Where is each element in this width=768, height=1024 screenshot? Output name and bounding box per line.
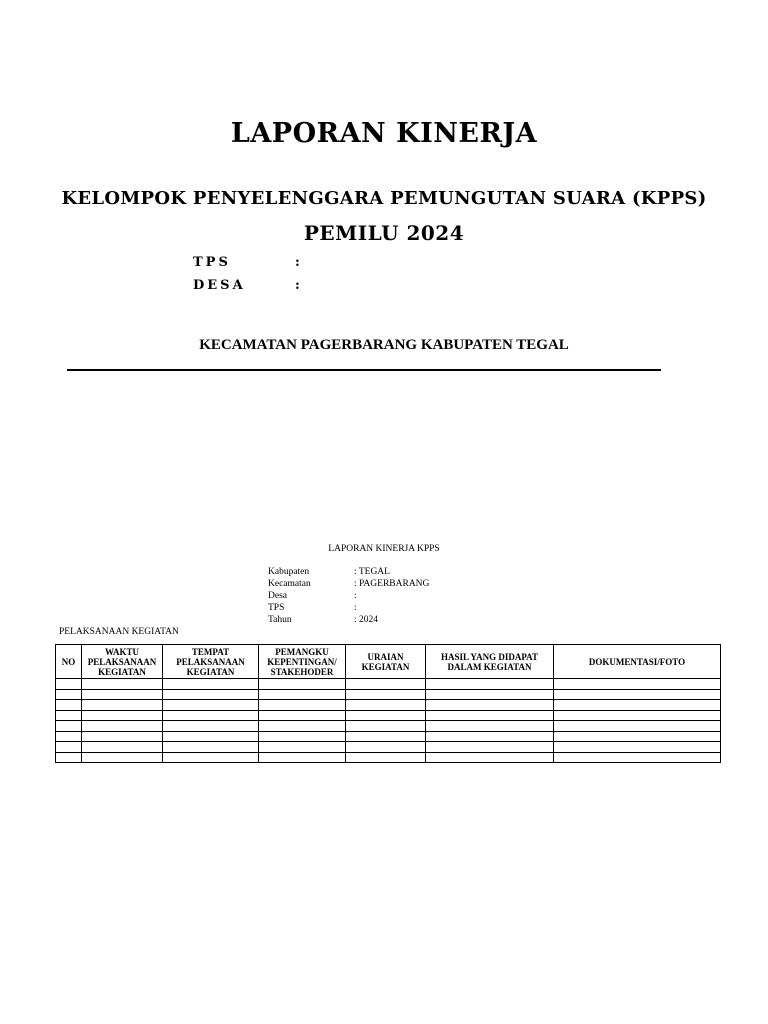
table-cell[interactable] bbox=[554, 731, 721, 742]
table-cell[interactable] bbox=[82, 700, 163, 711]
table-cell[interactable] bbox=[163, 700, 259, 711]
info-label: TPS bbox=[268, 603, 285, 613]
table-cell[interactable] bbox=[82, 731, 163, 742]
info-value: : bbox=[354, 591, 357, 601]
table-cell[interactable] bbox=[346, 679, 426, 690]
table-cell[interactable] bbox=[82, 721, 163, 732]
table-cell[interactable] bbox=[56, 679, 82, 690]
table-cell[interactable] bbox=[82, 689, 163, 700]
tps-colon: : bbox=[295, 255, 300, 270]
info-value: : 2024 bbox=[354, 615, 379, 625]
table-cell[interactable] bbox=[259, 752, 346, 763]
table-cell[interactable] bbox=[426, 742, 554, 753]
table-cell[interactable] bbox=[346, 689, 426, 700]
table-cell[interactable] bbox=[259, 700, 346, 711]
desa-colon: : bbox=[295, 278, 300, 293]
table-row bbox=[56, 689, 721, 700]
table-cell[interactable] bbox=[259, 679, 346, 690]
header-dokumentasi: DOKUMENTASI/FOTO bbox=[554, 645, 721, 679]
table-cell[interactable] bbox=[259, 721, 346, 732]
table-cell[interactable] bbox=[554, 679, 721, 690]
table-body bbox=[56, 679, 721, 763]
table-cell[interactable] bbox=[82, 679, 163, 690]
table-cell[interactable] bbox=[163, 752, 259, 763]
table-cell[interactable] bbox=[259, 742, 346, 753]
table-cell[interactable] bbox=[163, 721, 259, 732]
table-row bbox=[56, 731, 721, 742]
table-cell[interactable] bbox=[82, 710, 163, 721]
kecamatan-heading: KECAMATAN PAGERBARANG KABUPATEN TEGAL bbox=[199, 337, 569, 353]
table-cell[interactable] bbox=[163, 679, 259, 690]
table-row bbox=[56, 710, 721, 721]
table-cell[interactable] bbox=[346, 742, 426, 753]
cover-title: LAPORAN KINERJA bbox=[230, 118, 538, 149]
desa-label: DESA bbox=[193, 278, 246, 293]
table-row bbox=[56, 742, 721, 753]
header-waktu: WAKTU PELAKSANAAN KEGIATAN bbox=[82, 645, 163, 679]
table-cell[interactable] bbox=[346, 731, 426, 742]
table-row bbox=[56, 679, 721, 690]
table-cell[interactable] bbox=[259, 710, 346, 721]
header-hasil: HASIL YANG DIDAPAT DALAM KEGIATAN bbox=[426, 645, 554, 679]
info-value: : PAGERBARANG bbox=[354, 579, 430, 589]
table-cell[interactable] bbox=[56, 689, 82, 700]
table-cell[interactable] bbox=[426, 710, 554, 721]
table-header-row bbox=[56, 645, 721, 679]
cover-subtitle: KELOMPOK PENYELENGGARA PEMUNGUTAN SUARA (KPPS) bbox=[61, 188, 707, 209]
table-cell[interactable] bbox=[426, 689, 554, 700]
table-cell[interactable] bbox=[346, 721, 426, 732]
info-label: Kecamatan bbox=[268, 579, 311, 589]
cover-year: PEMILU 2024 bbox=[303, 221, 465, 245]
table-cell[interactable] bbox=[426, 679, 554, 690]
table-cell[interactable] bbox=[56, 700, 82, 711]
table-cell[interactable] bbox=[56, 742, 82, 753]
table-row bbox=[56, 700, 721, 711]
table-cell[interactable] bbox=[346, 710, 426, 721]
table-cell[interactable] bbox=[56, 710, 82, 721]
header-tempat: TEMPAT PELAKSANAAN KEGIATAN bbox=[163, 645, 259, 679]
info-value: : TEGAL bbox=[354, 567, 390, 577]
table-cell[interactable] bbox=[56, 721, 82, 732]
table-row bbox=[56, 752, 721, 763]
table-cell[interactable] bbox=[259, 731, 346, 742]
table-cell[interactable] bbox=[259, 689, 346, 700]
header-uraian: URAIAN KEGIATAN bbox=[346, 645, 426, 679]
info-label: Desa bbox=[268, 591, 287, 601]
table-cell[interactable] bbox=[346, 752, 426, 763]
info-label: Tahun bbox=[268, 615, 292, 625]
table-cell[interactable] bbox=[554, 752, 721, 763]
table-cell[interactable] bbox=[82, 752, 163, 763]
table-cell[interactable] bbox=[426, 731, 554, 742]
info-label: Kabupaten bbox=[268, 567, 310, 577]
table-cell[interactable] bbox=[163, 689, 259, 700]
kegiatan-table bbox=[55, 644, 721, 763]
info-value: : bbox=[354, 603, 357, 613]
table-row bbox=[56, 721, 721, 732]
report-title: LAPORAN KINERJA KPPS bbox=[328, 544, 440, 554]
table-cell[interactable] bbox=[554, 742, 721, 753]
table-cell[interactable] bbox=[82, 742, 163, 753]
table-cell[interactable] bbox=[426, 721, 554, 732]
table-cell[interactable] bbox=[554, 710, 721, 721]
table-cell[interactable] bbox=[426, 752, 554, 763]
table-cell[interactable] bbox=[346, 700, 426, 711]
header-no: NO bbox=[56, 645, 82, 679]
section-label: PELAKSANAAN KEGIATAN bbox=[59, 627, 179, 637]
table-cell[interactable] bbox=[56, 752, 82, 763]
tps-label: TPS bbox=[193, 255, 231, 270]
divider-rule bbox=[67, 369, 661, 371]
header-pemangku: PEMANGKU KEPENTINGAN/ STAKEHODER bbox=[259, 645, 346, 679]
table-cell[interactable] bbox=[554, 721, 721, 732]
table-cell[interactable] bbox=[426, 700, 554, 711]
table-cell[interactable] bbox=[163, 742, 259, 753]
table-cell[interactable] bbox=[163, 710, 259, 721]
table-cell[interactable] bbox=[554, 700, 721, 711]
table-cell[interactable] bbox=[554, 689, 721, 700]
table-cell[interactable] bbox=[56, 731, 82, 742]
table-cell[interactable] bbox=[163, 731, 259, 742]
